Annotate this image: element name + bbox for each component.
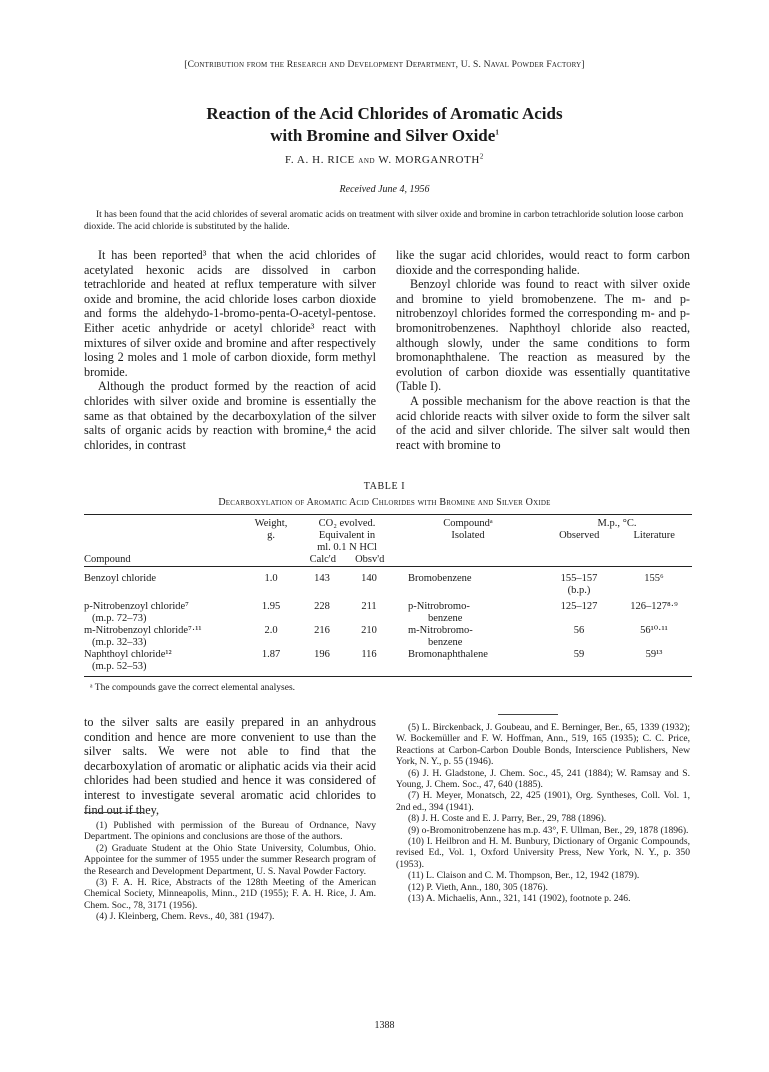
table-header-row [84, 518, 692, 567]
table-row [84, 625, 692, 649]
header-co2: CO₂ evolved. Equivalent in ml. 0.1 N HCl Calc'd Obsv'd [309, 518, 385, 565]
footnotes-left [84, 820, 376, 923]
table-top-rule [84, 514, 692, 515]
table-footnote: ᵃ The compounds gave the correct elemental analyses. [90, 683, 296, 693]
cell-isolated: Bromobenzene [408, 573, 472, 584]
cell-weight: 2.0 [264, 625, 278, 636]
header-literature: Literature [633, 530, 675, 541]
cell-mp-observed: 56 [573, 625, 585, 636]
cell-mp-observed: 155–157 (b.p.) [560, 573, 598, 596]
footnote-separator-right [498, 714, 558, 715]
cell-compound: p-Nitrobenzoyl chloride⁷ (m.p. 72–73) [84, 601, 189, 624]
cell-calc: 196 [314, 649, 330, 660]
footnote: (12) P. Vieth, Ann., 180, 305 (1876). [408, 881, 548, 893]
footnote: (11) L. Claison and C. M. Thompson, Ber., 12, 1942 (1879). [408, 870, 640, 882]
received-date: Received June 4, 1956 [339, 184, 430, 195]
cell-mp-observed: 59 [573, 649, 585, 660]
cell-compound: Naphthoyl chloride¹² (m.p. 52–53) [84, 649, 172, 672]
footnote: (2) Graduate Student at the Ohio State University, Columbus, Ohio. Appointee for the summer of 1955 under the summer Research program of the Research and Development Department, U. S. Naval Powder Factory. [84, 842, 376, 877]
cell-weight: 1.0 [264, 573, 278, 584]
author-2-mark: 2 [479, 152, 484, 161]
footnote: (3) F. A. H. Rice, Abstracts of the 128th Meeting of the American Chemical Society, Minneapolis, Minn., 21D (1955); F. A. H. Rice, J. Am. Chem. Soc., 78, 3171 (1956). [84, 877, 376, 911]
cell-mp-literature: 126–127⁸·⁹ [630, 601, 678, 612]
header-obsv: Obsv'd [355, 554, 385, 565]
cell-mp-literature: 155⁶ [644, 573, 664, 584]
body-paragraph: like the sugar acid chlorides, would react to form carbon dioxide and the corresponding halide. [396, 248, 690, 277]
author-2: W. MORGANROTH [378, 154, 480, 166]
body-continued: to the silver salts are easily prepared in an anhydrous condition and hence are more convenient to use than the silver salts. We were not able to find that the decarboxylation of aromatic or aliphatic acids via their acid chlorides had been studied and hence it was considered of interest to investigate several aromatic acid chlorides to find out if they, [84, 715, 376, 817]
cell-mp-literature: 59¹³ [645, 649, 663, 660]
cell-weight: 1.87 [261, 649, 281, 660]
body-paragraph: Although the product formed by the reaction of acid chlorides with silver oxide and bromine is essentially the same as that obtained by the decarboxylation of the silver salts of organic acids by reaction with bromine,⁴ the acid chlorides, in contrast [84, 379, 376, 452]
author-line [0, 154, 769, 166]
cell-isolated: m-Nitrobromo- benzene [408, 625, 473, 648]
table-row [84, 573, 692, 597]
footnote: (8) J. H. Coste and E. J. Parry, Ber., 29, 788 (1896). [408, 813, 607, 825]
body-column-right [396, 248, 690, 452]
cell-calc: 216 [314, 625, 330, 636]
body-column-left [84, 248, 376, 452]
footnote: (7) H. Meyer, Monatsch, 22, 425 (1901), Org. Syntheses, Coll. Vol. 1, 2nd ed., 394 (1941). [396, 790, 690, 813]
header-isolated: Compoundᵃ Isolated [443, 518, 493, 541]
contribution-header: [Contribution from the Research and Development Department, U. S. Naval Powder Factory] [184, 60, 585, 70]
cell-obsv: 140 [361, 573, 377, 584]
header-compound: Compound [84, 554, 131, 565]
page-number: 1388 [374, 1020, 395, 1031]
footnote: (10) I. Heilbron and H. M. Bunbury, Dictionary of Organic Compounds, revised Ed., Vol. 1, Oxford University Press, New York, N. Y., p. 350 (1953). [396, 836, 690, 870]
header-observed: Observed [559, 530, 600, 541]
table-body [84, 573, 692, 673]
table-number: TABLE I [363, 481, 406, 492]
author-conjunction: and [358, 155, 376, 166]
cell-mp-observed: 125–127 [560, 601, 598, 612]
data-table [84, 518, 692, 673]
author-1: F. A. H. RICE [285, 154, 355, 166]
cell-weight: 1.95 [261, 601, 281, 612]
title-line-2: with Bromine and Silver Oxide$^1$ [270, 126, 499, 145]
header-mp: M.p., °C. Observed Literature [559, 518, 675, 541]
cell-mp-literature: 56¹⁰·¹¹ [640, 625, 668, 636]
table-row [84, 601, 692, 625]
body-paragraph: Benzoyl chloride was found to react with silver oxide and bromine to yield bromobenzene. The m- and p-nitrobenzoyl chlorides formed the corresponding m- and p-bromonitrobenzenes. Naphthoyl chloride also reacted, although slowly, under the same conditions to form bromonaphthalene. The reaction as measured by the evolution of carbon dioxide was essentially quantitative (Table I). [396, 277, 690, 394]
table-bottom-rule [84, 676, 692, 677]
cell-isolated: p-Nitrobromo- benzene [408, 601, 470, 624]
header-weight: Weight, g. [254, 518, 288, 541]
cell-obsv: 210 [361, 625, 377, 636]
footnote: (9) o-Bromonitrobenzene has m.p. 43°, F. Ullman, Ber., 29, 1878 (1896). [408, 824, 689, 836]
cell-isolated: Bromonaphthalene [408, 649, 488, 660]
cell-obsv: 211 [361, 601, 377, 612]
footnote: (13) A. Michaelis, Ann., 321, 141 (1902), footnote p. 246. [408, 893, 631, 905]
footnote: (1) Published with permission of the Bureau of Ordnance, Navy Department. The opinions and conclusions are those of the authors. [84, 820, 376, 843]
footnote: (4) J. Kleinberg, Chem. Revs., 40, 381 (1947). [96, 911, 275, 923]
cell-compound: Benzoyl chloride [84, 573, 157, 584]
footnote: (5) L. Birckenback, J. Goubeau, and E. Berninger, Ber., 65, 1339 (1932); W. Bockemüller and F. W. Hoffman, Ann., 519, 165 (1935); C. C. Price, Reactions at Carbon-Carbon Double Bonds, Interscience Publishers, New York, N. Y., p. 55 (1946). [396, 722, 690, 768]
cell-calc: 143 [314, 573, 330, 584]
footnotes-right [396, 722, 690, 905]
title-line-1: Reaction of the Acid Chlorides of Aromatic Acids [206, 104, 563, 123]
footnote: (6) J. H. Gladstone, J. Chem. Soc., 45, 241 (1884); W. Ramsay and S. Young, J. Chem. Soc., 47, 640 (1885). [396, 767, 690, 791]
table-row [84, 649, 692, 673]
cell-compound: m-Nitrobenzoyl chloride⁷·¹¹ (m.p. 32–33) [84, 625, 202, 648]
article-title [0, 103, 769, 147]
footnote-separator-left [84, 812, 144, 813]
header-calc: Calc'd [309, 554, 336, 565]
title-footnote-mark: 1 [495, 128, 499, 137]
cell-obsv: 116 [361, 649, 377, 660]
body-paragraph: A possible mechanism for the above reaction is that the acid chloride reacts with silver oxide to form the silver salt of the acid and silver chloride. The silver salt would then react with bromine to [396, 393, 690, 452]
cell-calc: 228 [314, 601, 330, 612]
table-caption: Decarboxylation of Aromatic Acid Chlorides with Bromine and Silver Oxide [218, 497, 551, 508]
abstract: It has been found that the acid chlorides of several aromatic acids on treatment with silver oxide and bromine in carbon tetrachloride solution loose carbon dioxide. The acid chloride is substituted by the halide. [84, 210, 684, 232]
body-paragraph: It has been reported³ that when the acid chlorides of acetylated hexonic acids are dissolved in carbon tetrachloride and heated at reflux temperature with silver oxide and bromine, the acid chloride loses carbon dioxide and forms the aldehydo-1-bromo-penta-O-acetyl-pentose. Either acetic anhydride or acetyl chloride³ react with mixtures of silver oxide and bromine and after respectively losing 2 moles and 1 mole of carbon dioxide, form methyl bromide. [84, 248, 376, 379]
